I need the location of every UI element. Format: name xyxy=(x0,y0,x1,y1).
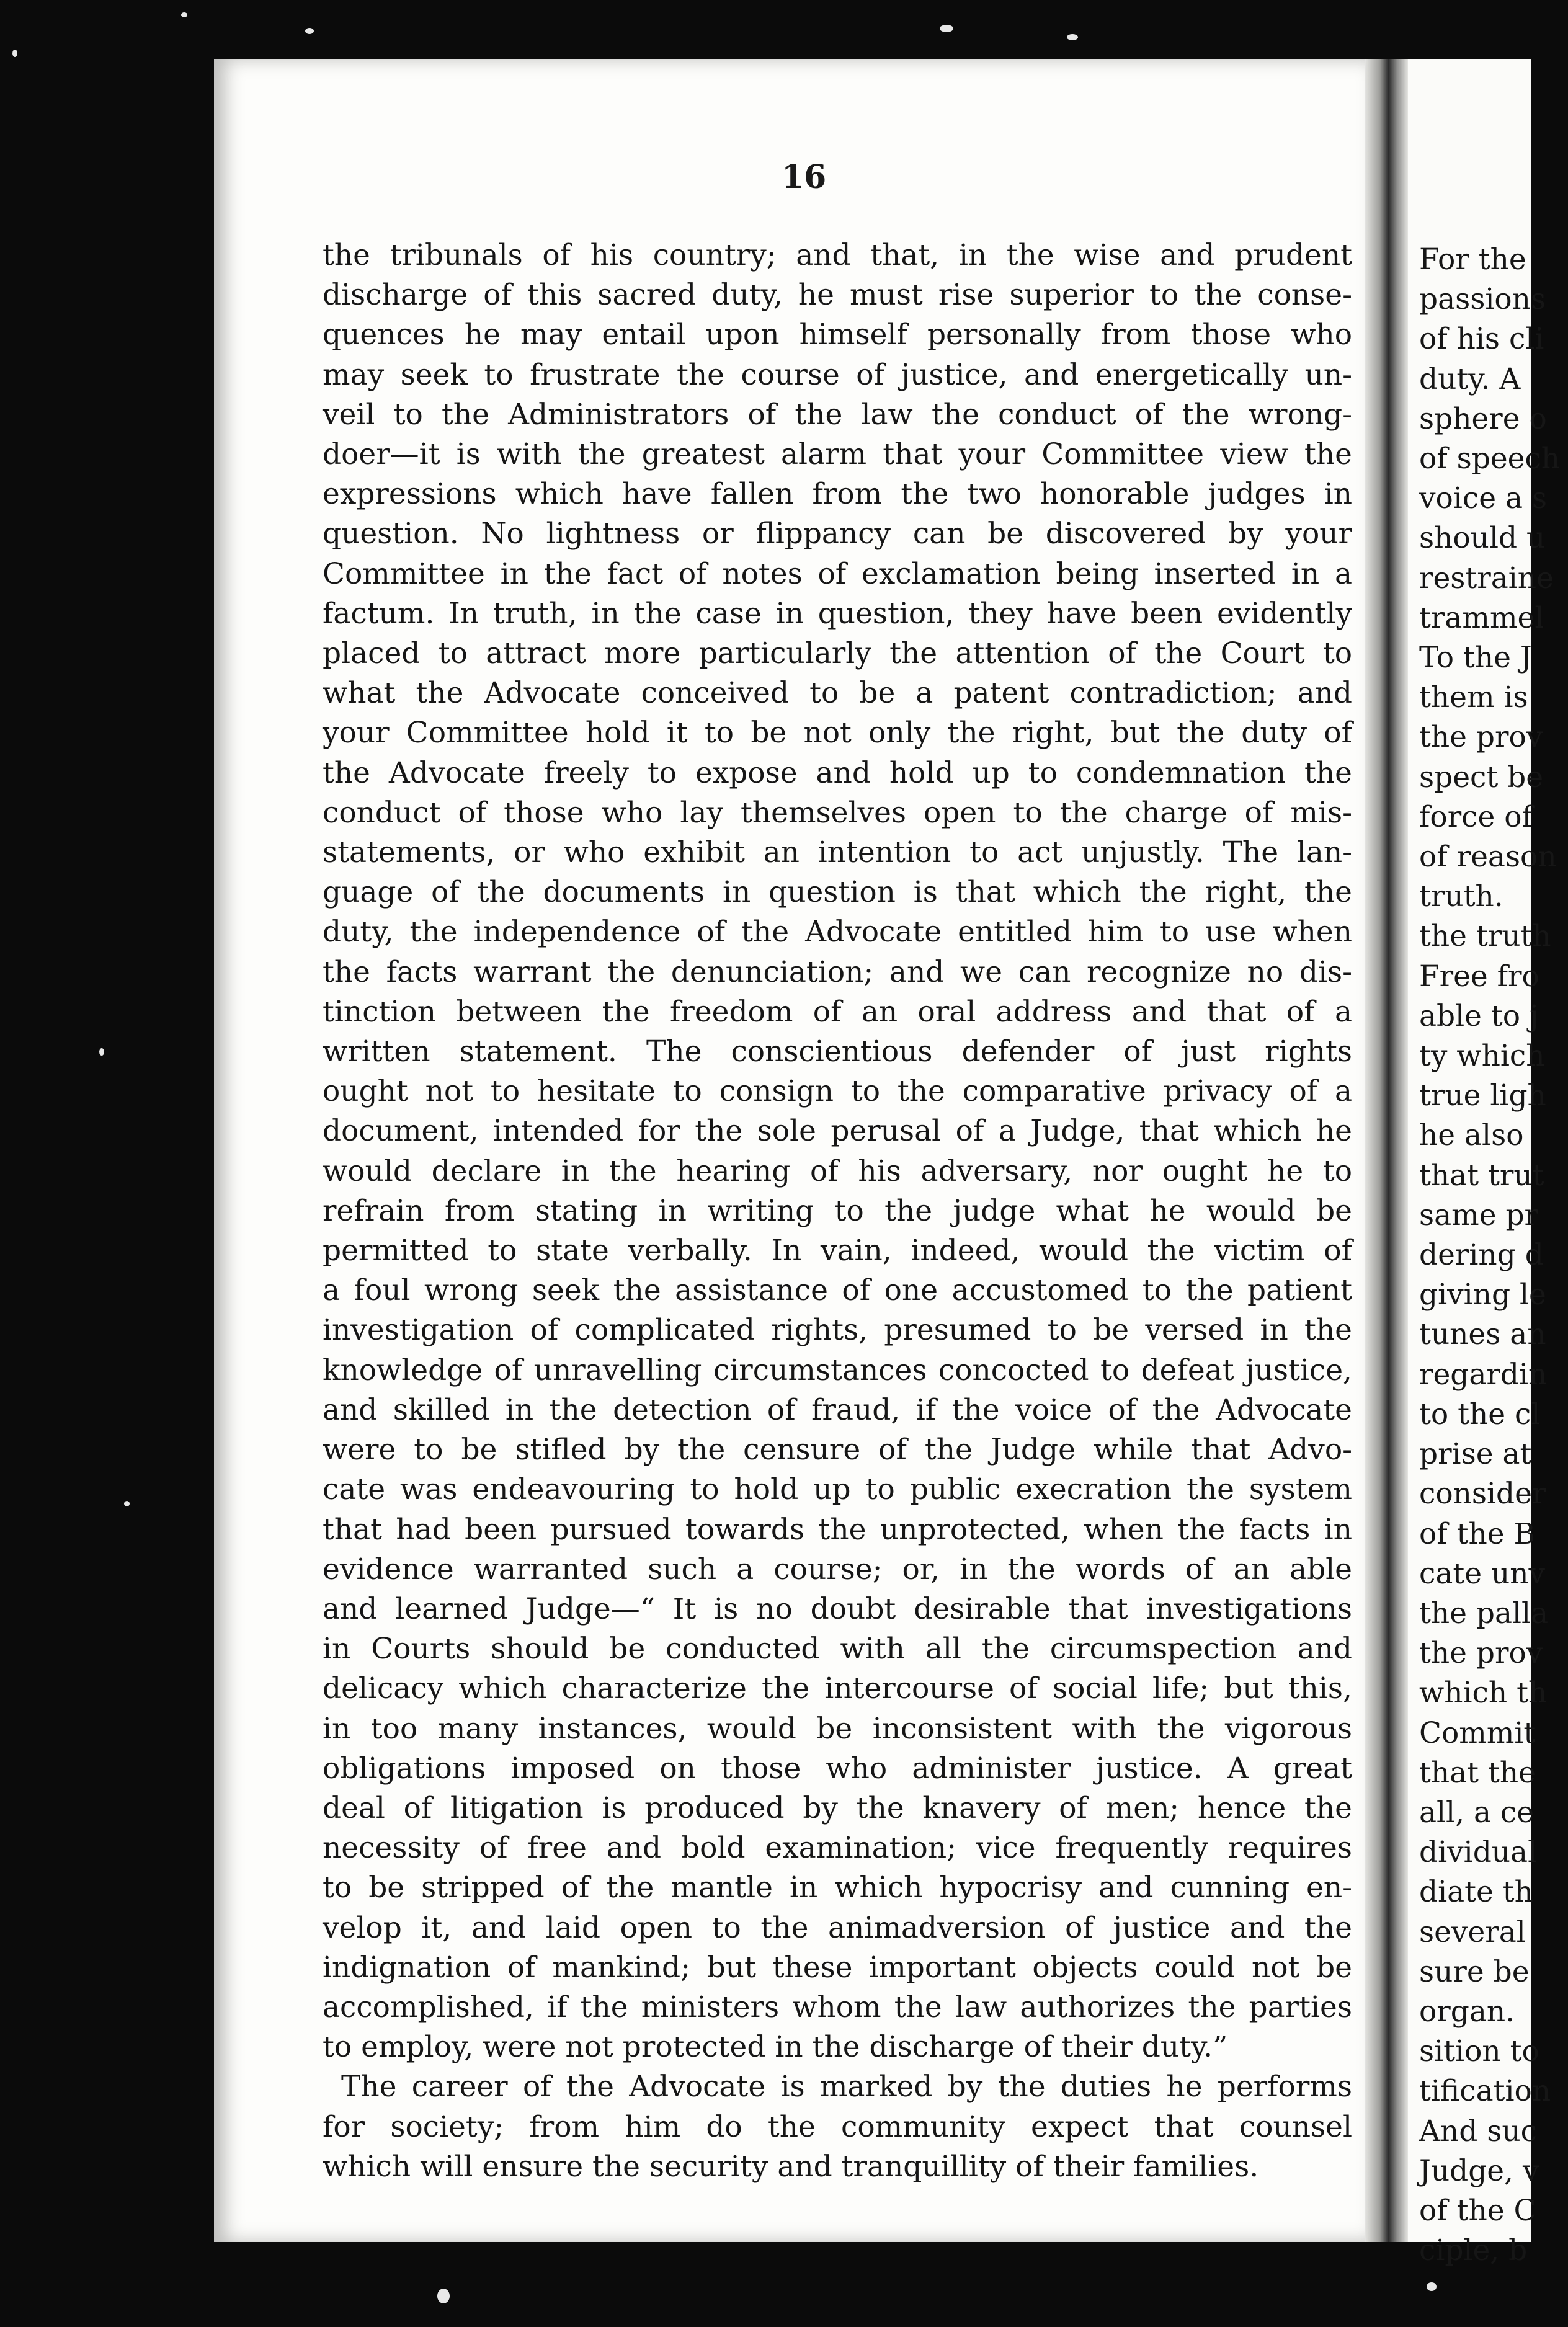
right-page-line: tunes an xyxy=(1419,1317,1546,1352)
text-line: investigation of complicated rights, presumed to be versed in the xyxy=(323,1313,1352,1348)
text-line: question. No lightness or flippancy can be discovered by your xyxy=(323,517,1352,551)
text-line: the Advocate freely to expose and hold up to condemnation the xyxy=(323,755,1352,790)
scan-speck xyxy=(437,2289,450,2303)
right-page-line: passions xyxy=(1419,282,1546,317)
right-page-line: ciple, b xyxy=(1419,2233,1528,2268)
text-line: in too many instances, would be inconsistent with the vigorous xyxy=(323,1711,1352,1746)
right-page-line: the prov xyxy=(1419,720,1543,755)
right-page-line: For the xyxy=(1419,242,1526,277)
text-line: evidence warranted such a course; or, in the words of an able xyxy=(323,1552,1352,1586)
text-line: may seek to frustrate the course of justice, and energetically un- xyxy=(323,357,1352,392)
text-line: quences he may entail upon himself personally from those who xyxy=(323,318,1352,352)
right-page-line: of speech xyxy=(1419,442,1561,476)
text-line: deal of litigation is produced by the knavery of men; hence the xyxy=(323,1791,1352,1825)
text-line: obligations imposed on those who administer justice. A great xyxy=(323,1751,1352,1786)
scan-speck xyxy=(12,50,17,57)
text-line: for society; from him do the community expect that counsel xyxy=(323,2109,1352,2144)
text-line: what the Advocate conceived to be a patent contradiction; and xyxy=(323,676,1352,711)
text-line: knowledge of unravelling circumstances concocted to defeat justice, xyxy=(323,1353,1352,1387)
right-page-text xyxy=(1419,240,1568,2271)
right-page-line: sure be xyxy=(1419,1954,1530,1989)
right-page-line: same pr xyxy=(1419,1198,1539,1232)
scan-speck xyxy=(940,25,953,32)
right-page-line: of reason xyxy=(1419,840,1557,874)
text-line: conduct of those who lay themselves open to the charge of mis- xyxy=(323,795,1352,830)
text-line: written statement. The conscientious defender of just rights xyxy=(323,1034,1352,1069)
right-page-line: giving le xyxy=(1419,1278,1546,1312)
right-page-line: dividual xyxy=(1419,1835,1538,1870)
text-line: expressions which have fallen from the two honorable judges in xyxy=(323,477,1352,512)
text-line: refrain from stating in writing to the judge what he would be xyxy=(323,1193,1352,1228)
right-page-line: ty which xyxy=(1419,1039,1545,1074)
text-line: discharge of this sacred duty, he must rise superior to the conse- xyxy=(323,278,1352,313)
page-number: 16 xyxy=(782,158,827,196)
right-page-line: duty. A xyxy=(1419,362,1521,396)
text-line: accomplished, if the ministers whom the law authorizes the parties xyxy=(323,1990,1352,2024)
right-page-line: that trut xyxy=(1419,1158,1544,1193)
right-page-line: dering d xyxy=(1419,1238,1544,1273)
text-line: which will ensure the security and tranquillity of their families. xyxy=(323,2149,1259,2184)
right-page-line: organ. xyxy=(1419,1994,1515,2029)
text-line: guage of the documents in question is that which the right, the xyxy=(323,875,1352,910)
text-line: ought not to hesitate to consign to the comparative privacy of a xyxy=(323,1074,1352,1109)
text-line: factum. In truth, in the case in question, they have been evidently xyxy=(323,596,1352,631)
right-page-line: should u xyxy=(1419,521,1546,556)
text-line: that had been pursued towards the unprotected, when the facts in xyxy=(323,1512,1352,1547)
text-line: doer—it is with the greatest alarm that your Committee view the xyxy=(323,437,1352,472)
text-line: were to be stifled by the censure of the Judge while that Advo- xyxy=(323,1433,1352,1467)
right-page-line: To the J xyxy=(1419,641,1532,675)
text-line: velop it, and laid open to the animadversion of justice and the xyxy=(323,1910,1352,1945)
text-line: cate was endeavouring to hold up to public execration the system xyxy=(323,1472,1352,1507)
right-page-line: prise at xyxy=(1419,1437,1532,1472)
right-page-line: them is xyxy=(1419,680,1528,715)
text-line: the facts warrant the denunciation; and we can recognize no dis- xyxy=(323,954,1352,989)
right-page-line: of his cli xyxy=(1419,322,1544,357)
text-line: permitted to state verbally. In vain, indeed, would the victim of xyxy=(323,1234,1352,1268)
right-page-line: of the C xyxy=(1419,2193,1536,2228)
scan-speck xyxy=(181,12,187,17)
page-body-text xyxy=(323,236,1352,2187)
right-page-line: of the B xyxy=(1419,1516,1536,1551)
text-line: to employ, were not protected in the discharge of their duty.” xyxy=(323,2030,1228,2065)
right-page-line: all, a ce xyxy=(1419,1795,1535,1830)
right-page-line: Judge, v xyxy=(1419,2153,1539,2188)
text-line: delicacy which characterize the intercourse of social life; but this, xyxy=(323,1671,1352,1706)
text-line: would declare in the hearing of his adversary, nor ought he to xyxy=(323,1154,1352,1188)
text-line: in Courts should be conducted with all the circumspection and xyxy=(323,1632,1352,1666)
right-page-line: truth. xyxy=(1419,879,1503,914)
right-page xyxy=(1408,59,1561,2268)
right-page-line: to the cl xyxy=(1419,1397,1541,1431)
text-line: to be stripped of the mantle in which hypocrisy and cunning en- xyxy=(323,1871,1352,1905)
right-page-line: regardin xyxy=(1419,1357,1548,1392)
text-line: placed to attract more particularly the attention of the Court to xyxy=(323,636,1352,671)
text-line: The career of the Advocate is marked by the duties he performs xyxy=(341,2070,1352,2104)
text-line: a foul wrong seek the assistance of one accustomed to the patient xyxy=(323,1273,1352,1308)
right-page-line: force of xyxy=(1419,799,1533,834)
right-page-line: diate th xyxy=(1419,1875,1533,1910)
scan-speck xyxy=(1067,34,1078,40)
text-line: tinction between the freedom of an oral address and that of a xyxy=(323,994,1352,1029)
right-page-line: spect be xyxy=(1419,760,1544,794)
right-page-line: sphere o xyxy=(1419,401,1547,436)
text-line: indignation of mankind; but these important objects could not be xyxy=(323,1950,1352,1985)
right-page-line: true ligh xyxy=(1419,1079,1546,1113)
right-page-line: restraine xyxy=(1419,561,1554,595)
right-page-line: consider xyxy=(1419,1477,1546,1511)
right-page-line: voice a s xyxy=(1419,481,1548,516)
text-line: document, intended for the sole perusal of a Judge, that which he xyxy=(323,1114,1352,1149)
right-page-line: the palla xyxy=(1419,1596,1549,1631)
right-page-line: which th xyxy=(1419,1676,1548,1711)
right-page-line: several xyxy=(1419,1915,1526,1949)
text-line: and learned Judge—“ It is no doubt desirable that investigations xyxy=(323,1591,1352,1626)
right-page-line: trammel xyxy=(1419,600,1544,635)
right-page-line: able to j xyxy=(1419,999,1539,1033)
text-line: your Committee hold it to be not only the right, but the duty of xyxy=(323,716,1352,750)
right-page-line: sition to xyxy=(1419,2034,1539,2069)
right-page-line: he also xyxy=(1419,1118,1524,1153)
right-page-line: And suc xyxy=(1419,2114,1537,2148)
scan-speck xyxy=(99,1048,104,1056)
right-page-line: cate unv xyxy=(1419,1556,1546,1591)
right-page-line: that the xyxy=(1419,1755,1536,1790)
text-line: and skilled in the detection of fraud, if the voice of the Advocate xyxy=(323,1392,1352,1427)
right-page-line: Commit xyxy=(1419,1715,1536,1750)
book-gutter xyxy=(1365,59,1408,2242)
text-line: statements, or who exhibit an intention to act unjustly. The lan- xyxy=(323,835,1352,870)
scan-speck xyxy=(124,1501,130,1506)
right-page-line: Free fro xyxy=(1419,959,1539,994)
text-line: veil to the Administrators of the law the conduct of the wrong- xyxy=(323,397,1352,432)
right-page-line: tification xyxy=(1419,2074,1551,2109)
scan-speck xyxy=(305,28,314,34)
text-line: necessity of free and bold examination; vice frequently requires xyxy=(323,1831,1352,1866)
right-page-line: the truth xyxy=(1419,919,1551,954)
right-page-line: the prov xyxy=(1419,1636,1543,1671)
text-line: the tribunals of his country; and that, in the wise and prudent xyxy=(323,238,1352,272)
text-line: Committee in the fact of notes of exclamation being inserted in a xyxy=(323,556,1352,591)
scan-speck xyxy=(1427,2282,1437,2291)
text-line: duty, the independence of the Advocate entitled him to use when xyxy=(323,915,1352,950)
